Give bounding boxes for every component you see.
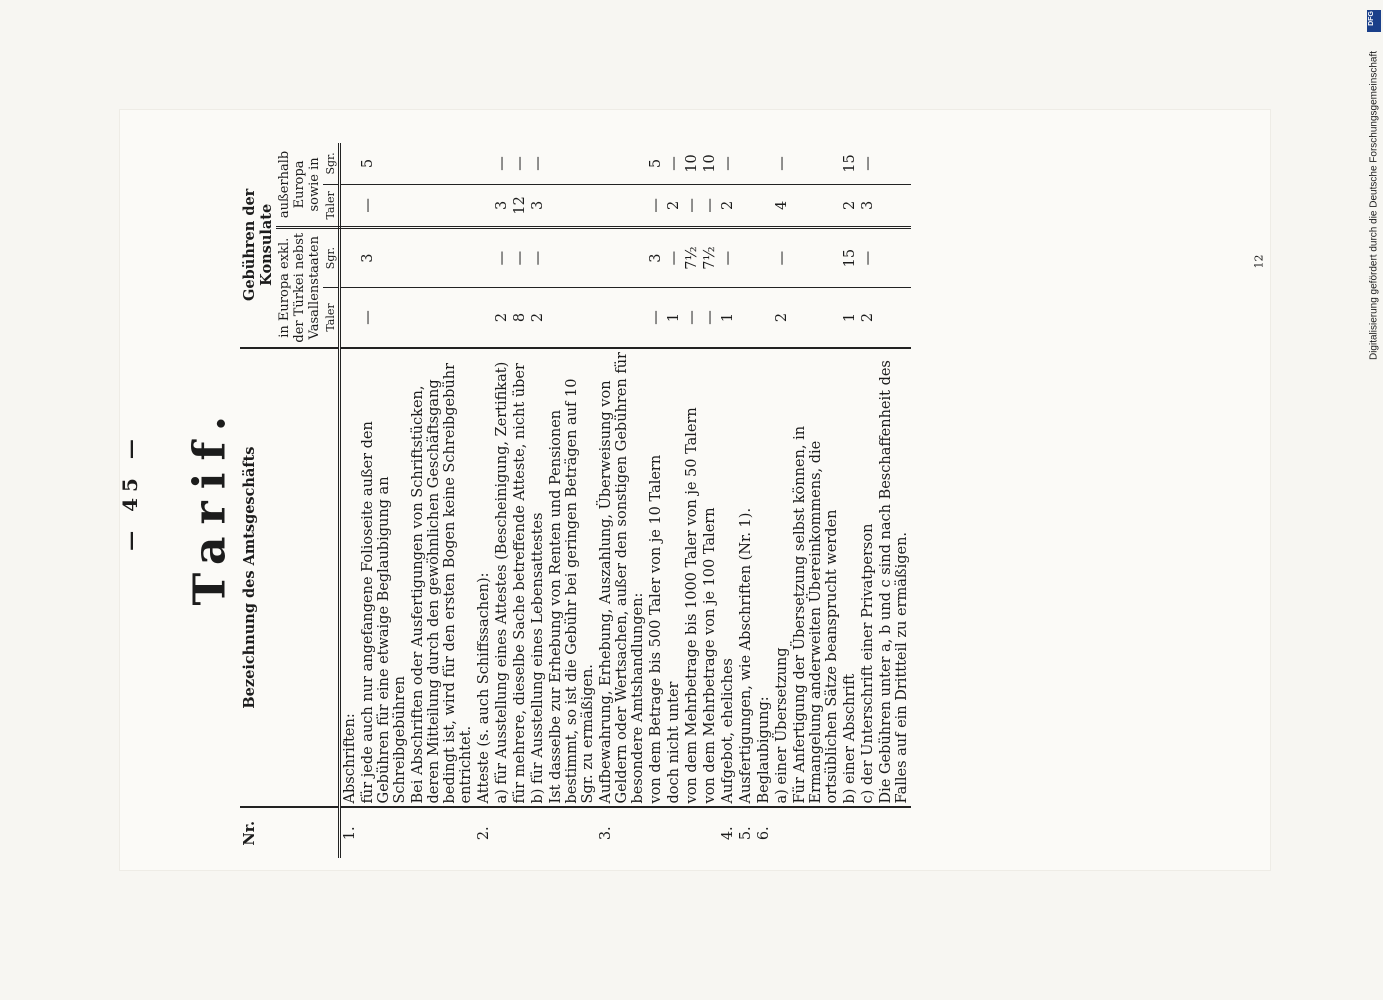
row-taler-europe: 2 <box>773 288 791 348</box>
dfg-logo: DFG <box>1367 10 1381 32</box>
row-taler-europe <box>475 288 493 348</box>
row-sgr-europe <box>877 227 911 288</box>
row-sgr-outside: 5 <box>648 158 664 169</box>
row-sgr-europe <box>597 227 647 288</box>
table-row <box>493 143 511 858</box>
row-sgr-europe <box>547 227 597 288</box>
row-taler-europe: 8 <box>511 288 529 348</box>
table-row <box>547 143 597 858</box>
table-row <box>859 143 877 858</box>
row-sgr-europe: 3 <box>359 227 409 288</box>
row-taler-europe <box>877 288 911 348</box>
row-sgr-outside: — <box>774 156 790 171</box>
row-nr: 1. <box>340 808 360 859</box>
header-description: Bezeichnung des Amtsgeschäfts <box>240 348 340 808</box>
header-sgr-1: Sgr. <box>323 227 340 288</box>
tariff-table-rotated <box>240 143 1245 858</box>
row-taler-outside: 12 <box>511 184 529 227</box>
row-taler-outside: — <box>359 184 409 227</box>
header-taler-2: Taler <box>323 184 340 227</box>
row-sgr-outside <box>791 143 841 184</box>
row-sgr-outside <box>877 143 911 184</box>
table-row <box>841 143 859 858</box>
table-row <box>877 143 911 858</box>
row-taler-outside: — <box>683 184 701 227</box>
table-row <box>340 143 360 858</box>
table-row <box>475 143 493 858</box>
row-nr <box>529 808 547 859</box>
row-taler-outside: — <box>647 184 665 227</box>
page-number: — 45 — <box>118 433 142 551</box>
row-taler-outside: 2 <box>719 184 737 227</box>
row-taler-outside: 3 <box>859 184 877 227</box>
row-sgr-outside: — <box>512 156 528 171</box>
table-row <box>773 143 791 858</box>
row-nr <box>409 808 475 859</box>
row-description: a) einer Übersetzung <box>773 348 791 808</box>
page-title: Tarif. <box>184 403 236 606</box>
row-sgr-europe <box>791 227 841 288</box>
row-sgr-outside: 10 <box>684 154 700 173</box>
row-sgr-outside: — <box>530 156 546 171</box>
row-nr <box>791 808 841 859</box>
footer-number: 12 <box>1252 254 1266 269</box>
row-sgr-europe: — <box>719 227 737 288</box>
row-sgr-europe: — <box>773 227 791 288</box>
row-taler-europe <box>791 288 841 348</box>
row-nr <box>841 808 859 859</box>
row-sgr-europe: 7½ <box>683 227 701 288</box>
row-sgr-outside: — <box>860 156 876 171</box>
row-taler-outside: 2 <box>665 184 683 227</box>
row-nr <box>647 808 665 859</box>
row-sgr-europe <box>755 227 773 288</box>
row-nr <box>665 808 683 859</box>
row-taler-europe: — <box>647 288 665 348</box>
row-taler-europe <box>547 288 597 348</box>
row-sgr-outside <box>340 143 360 184</box>
row-taler-outside: — <box>701 184 719 227</box>
row-description: von dem Betrage bis 500 Taler von je 10 Talern <box>647 348 665 808</box>
digitization-note: Digitalisierung gefördert durch die Deutsche Forschungsgemeinschaft <box>1368 50 1380 361</box>
row-taler-outside <box>547 184 597 227</box>
row-taler-europe <box>755 288 773 348</box>
row-sgr-europe: — <box>665 227 683 288</box>
row-sgr-outside: — <box>494 156 510 171</box>
row-taler-outside: 2 <box>841 184 859 227</box>
row-nr <box>859 808 877 859</box>
table-row <box>683 143 701 858</box>
row-nr: 4. <box>719 808 737 859</box>
table-row <box>755 143 773 858</box>
row-sgr-outside <box>597 143 647 184</box>
row-description: von dem Mehrbetrage bis 1000 Taler von je 50 Talern <box>683 348 701 808</box>
row-description: Aufbewahrung, Erhebung, Auszahlung, Überweisung von Geldern oder Wertsachen, außer den sonstigen Gebühren für besondere Amtshandlungen: <box>597 348 647 808</box>
row-sgr-outside <box>475 143 493 184</box>
row-taler-europe: 2 <box>529 288 547 348</box>
table-row <box>737 143 755 858</box>
row-taler-outside: 4 <box>773 184 791 227</box>
row-taler-europe: — <box>359 288 409 348</box>
row-taler-outside <box>791 184 841 227</box>
row-taler-europe: 1 <box>841 288 859 348</box>
row-sgr-outside <box>409 143 475 184</box>
row-sgr-europe: 15 <box>841 227 859 288</box>
row-description: Abschriften: <box>340 348 360 808</box>
row-taler-outside <box>475 184 493 227</box>
row-nr: 2. <box>475 808 493 859</box>
header-taler-1: Taler <box>323 288 340 348</box>
row-nr <box>493 808 511 859</box>
table-row <box>409 143 475 858</box>
row-nr <box>683 808 701 859</box>
row-taler-europe <box>409 288 475 348</box>
row-sgr-europe: — <box>859 227 877 288</box>
row-taler-europe <box>340 288 360 348</box>
header-nr: Nr. <box>240 808 340 859</box>
header-sgr-2: Sgr. <box>323 143 340 184</box>
row-nr: 3. <box>597 808 647 859</box>
row-sgr-outside: — <box>666 156 682 171</box>
row-description: Für Anfertigung der Übersetzung selbst können, in Ermangelung anderweiten Übereinkommens, die ortsüblichen Sätze beansprucht werden <box>791 348 841 808</box>
row-sgr-europe <box>340 227 360 288</box>
row-description: für jede auch nur angefangene Folioseite außer den Gebühren für eine etwaige Beglaubigung an Schreibgebühren <box>359 348 409 808</box>
row-description: Aufgebot, eheliches <box>719 348 737 808</box>
header-fees: Gebühren der Konsulate <box>241 188 275 301</box>
row-taler-europe: 2 <box>493 288 511 348</box>
row-taler-outside <box>737 184 755 227</box>
header-group-europe: in Europa exkl. der Türkei nebst Vasallenstaaten <box>276 227 323 347</box>
row-sgr-outside: 10 <box>702 154 718 173</box>
row-sgr-europe: — <box>529 227 547 288</box>
row-description: b) für Ausstellung eines Lebensattestes <box>529 348 547 808</box>
row-taler-europe <box>737 288 755 348</box>
row-taler-europe: 1 <box>665 288 683 348</box>
header-group-outside: außerhalb Europa sowie in <box>277 150 322 219</box>
table-row <box>597 143 647 858</box>
row-taler-europe: 1 <box>719 288 737 348</box>
row-sgr-outside <box>737 143 755 184</box>
row-taler-outside <box>340 184 360 227</box>
row-taler-europe: 2 <box>859 288 877 348</box>
row-taler-europe <box>597 288 647 348</box>
row-nr <box>701 808 719 859</box>
table-row <box>665 143 683 858</box>
row-sgr-europe <box>409 227 475 288</box>
row-taler-europe: — <box>683 288 701 348</box>
row-sgr-outside: 5 <box>360 158 376 169</box>
row-taler-outside <box>597 184 647 227</box>
table-row <box>529 143 547 858</box>
row-description: Beglaubigung: <box>755 348 773 808</box>
row-nr <box>359 808 409 859</box>
row-sgr-outside <box>755 143 773 184</box>
row-description: Ist dasselbe zur Erhebung von Renten und Pensionen bestimmt, so ist die Gebühr bei geringen Beträgen auf 10 Sgr. zu ermäßigen. <box>547 348 597 808</box>
row-sgr-outside <box>547 143 597 184</box>
row-description: a) für Ausstellung eines Attestes (Bescheinigung, Zertifikat) <box>493 348 511 808</box>
row-description: Ausfertigungen, wie Abschriften (Nr. 1). <box>737 348 755 808</box>
table-row <box>719 143 737 858</box>
table-row <box>701 143 719 858</box>
row-nr <box>511 808 529 859</box>
row-sgr-europe: — <box>511 227 529 288</box>
row-sgr-europe <box>475 227 493 288</box>
table-row <box>359 143 409 858</box>
row-description: doch nicht unter <box>665 348 683 808</box>
row-description: für mehrere, dieselbe Sache betreffende Atteste, nicht über <box>511 348 529 808</box>
row-taler-outside: 3 <box>529 184 547 227</box>
row-nr: 5. <box>737 808 755 859</box>
row-sgr-europe: 3 <box>647 227 665 288</box>
row-description: Atteste (s. auch Schiffssachen): <box>475 348 493 808</box>
table-row <box>511 143 529 858</box>
row-sgr-europe: 7½ <box>701 227 719 288</box>
row-sgr-outside: 15 <box>842 154 858 173</box>
row-description: c) der Unterschrift einer Privatperson <box>859 348 877 808</box>
row-taler-outside <box>877 184 911 227</box>
row-nr <box>877 808 911 859</box>
table-row <box>647 143 665 858</box>
row-taler-outside: 3 <box>493 184 511 227</box>
row-description: b) einer Abschrift <box>841 348 859 808</box>
row-taler-outside <box>409 184 475 227</box>
row-nr <box>773 808 791 859</box>
row-taler-europe: — <box>701 288 719 348</box>
row-description: von dem Mehrbetrage von je 100 Talern <box>701 348 719 808</box>
row-sgr-outside: — <box>720 156 736 171</box>
row-nr: 6. <box>755 808 773 859</box>
row-description: Bei Abschriften oder Ausfertigungen von Schriftstücken, deren Mitteilung durch den gewöhnlichen Geschäftsgang bedingt ist, wird für den ersten Bogen keine Schreibgebühr entrichtet. <box>409 348 475 808</box>
row-sgr-europe: — <box>493 227 511 288</box>
row-sgr-europe <box>737 227 755 288</box>
tariff-table <box>240 143 911 858</box>
table-row <box>791 143 841 858</box>
row-taler-outside <box>755 184 773 227</box>
row-description: Die Gebühren unter a, b und c sind nach Beschaffenheit des Falles auf ein Drittteil zu ermäßigen. <box>877 348 911 808</box>
row-nr <box>547 808 597 859</box>
